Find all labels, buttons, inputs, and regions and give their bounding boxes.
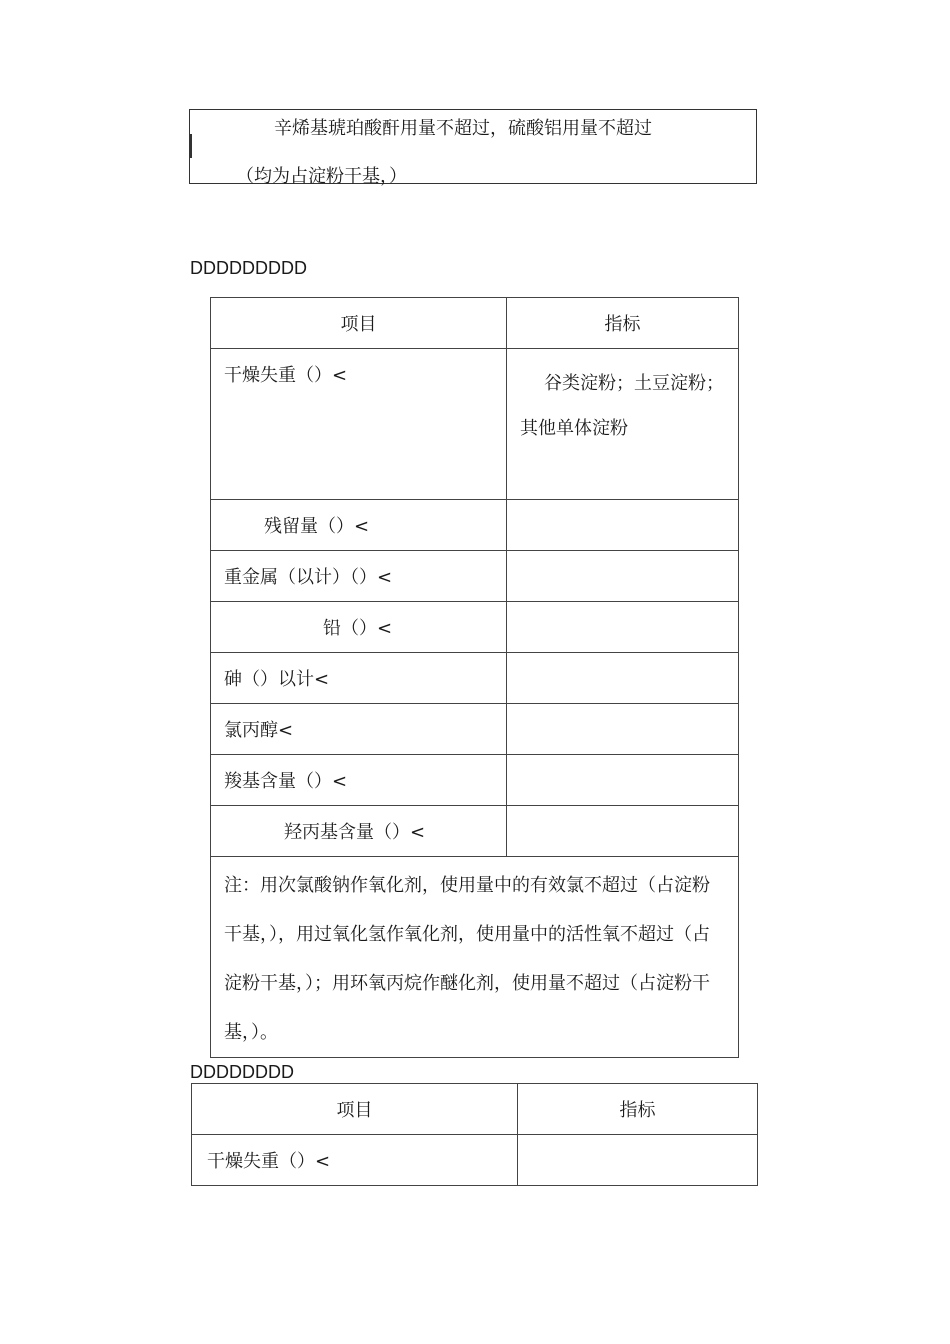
row-value-text: 谷类淀粉；土豆淀粉；其他单体淀粉 xyxy=(520,373,724,439)
row-value xyxy=(507,349,739,500)
table-row xyxy=(211,551,739,602)
header-item: 项目 xyxy=(192,1084,518,1135)
table-row xyxy=(211,602,739,653)
table2-heading: DDDDDDDD xyxy=(190,1062,294,1082)
row-value xyxy=(507,602,739,653)
row-item: 残留量（）< xyxy=(211,500,507,551)
table-row xyxy=(211,653,739,704)
table-row xyxy=(192,1135,758,1186)
row-item: 铅（）< xyxy=(211,602,507,653)
header-spec: 指标 xyxy=(518,1084,758,1135)
notice-box xyxy=(189,109,757,187)
spec-table-1 xyxy=(210,297,739,1058)
header-spec: 指标 xyxy=(507,298,739,349)
row-value xyxy=(507,551,739,602)
row-value xyxy=(507,653,739,704)
row-value xyxy=(507,704,739,755)
table-header-row xyxy=(192,1084,758,1135)
row-item: 羧基含量（）< xyxy=(211,755,507,806)
table-row xyxy=(211,349,739,500)
table-row xyxy=(211,806,739,857)
table-note-row xyxy=(211,857,739,1058)
row-item: 砷（）以计< xyxy=(211,653,507,704)
row-item: 氯丙醇< xyxy=(211,704,507,755)
row-value xyxy=(507,755,739,806)
table-header-row xyxy=(211,298,739,349)
box-divider-mark xyxy=(190,134,192,158)
row-item: 干燥失重（）< xyxy=(192,1135,518,1186)
row-item: 羟丙基含量（）< xyxy=(211,806,507,857)
table1-heading: DDDDDDDDD xyxy=(190,258,307,278)
row-value xyxy=(507,806,739,857)
header-item: 项目 xyxy=(211,298,507,349)
table-note: 注：用次氯酸钠作氧化剂，使用量中的有效氯不超过（占淀粉干基，），用过氧化氢作氧化剂，使用量中的活性氧不超过（占淀粉干基，）；用环氧丙烷作醚化剂，使用量不超过（占淀粉干基，）。 xyxy=(211,857,739,1058)
row-value xyxy=(507,500,739,551)
row-value xyxy=(518,1135,758,1186)
notice-line-1: 辛烯基琥珀酸酐用量不超过，硫酸铝用量不超过 xyxy=(274,118,652,139)
table-row xyxy=(211,704,739,755)
row-item: 重金属（以计）（）< xyxy=(211,551,507,602)
row-item: 干燥失重（）< xyxy=(211,349,507,500)
table-row xyxy=(211,755,739,806)
spec-table-2 xyxy=(191,1083,758,1186)
notice-line-2: （均为占淀粉干基，） xyxy=(236,166,407,187)
table-row xyxy=(211,500,739,551)
